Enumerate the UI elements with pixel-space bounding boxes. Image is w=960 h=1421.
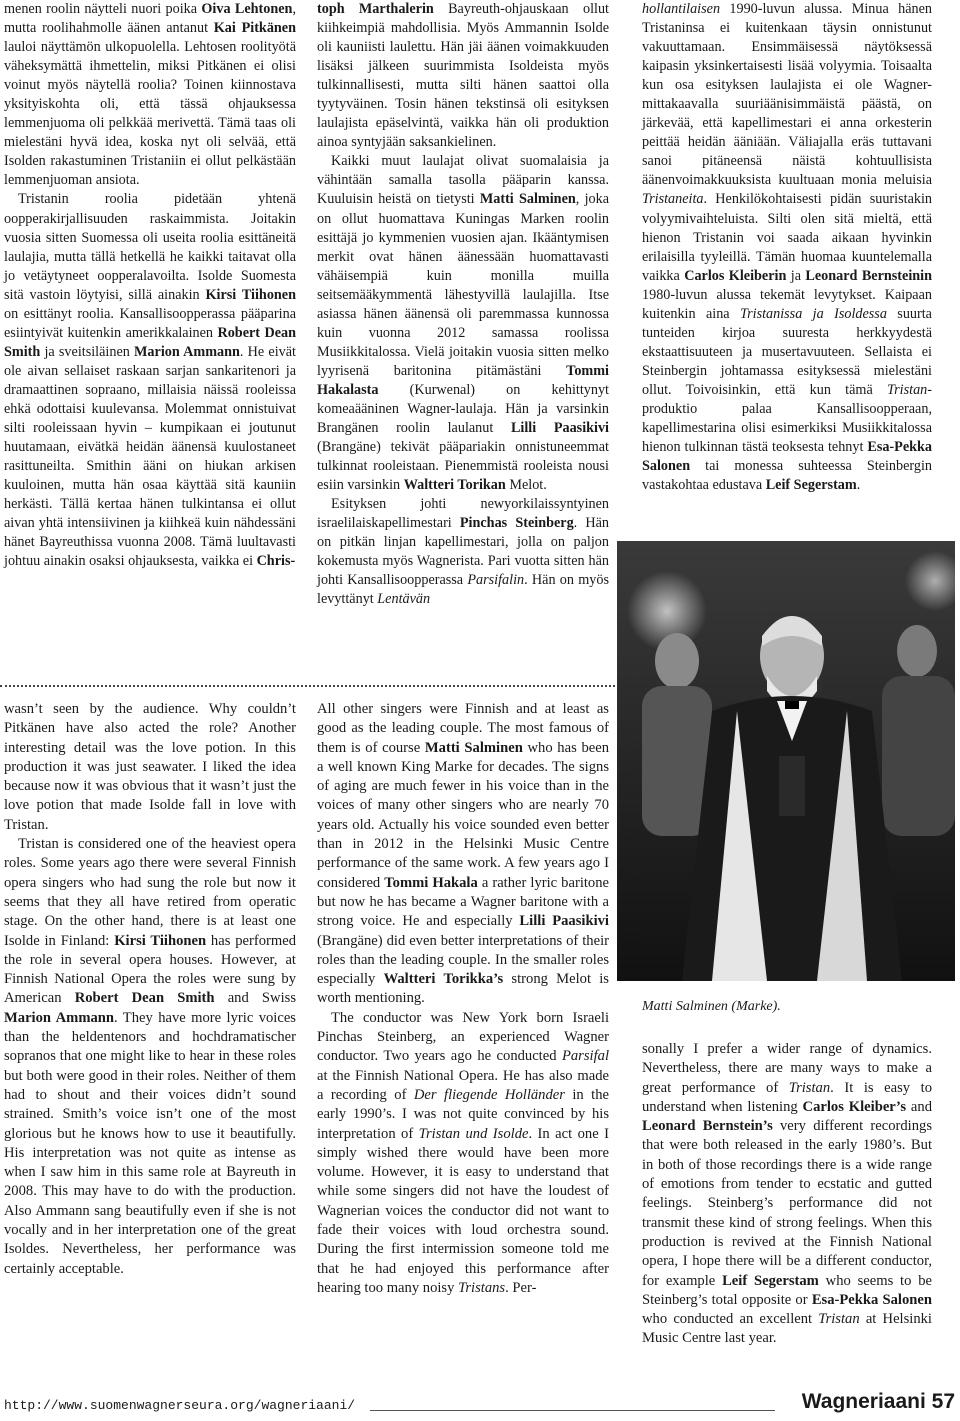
- footer-rule: [370, 1410, 775, 1411]
- fi_col2-paragraph-2: Kaikki muut laulajat olivat suomalaisia ja vähintään samalla tasolla pääparin kanssa. Kuuluisin heistä on tietysti Matti Salminen, joka on ollut huomattava Kuningas Marken roolin esittäjä jo kymmenien vuosien ajan. Ikääntymisen merkit ovat hänen äänessään huomattavasti vähäisempiä kuin monilla muilla seitsemääkymmentä lähestyvillä laulajilla. Itse asiassa hänen äänensä oli paremmassa kunnossa kuin vuonna 2012 samassa roolissa Musiikkitalossa. Vielä joitakin vuosia sitten melko lyyrisenä baritonina pitämästäni Tommi Hakalasta (Kurwenal) on kehittynyt komeaääninen Wagner-laulaja. Hän ja varsinkin Brangänen roolin laulanut Lilli Paasikivi (Brangäne) tekivät pääpariakin onnistuneemmat tulkinnat rooleistaan. Pienemmistä rooleista nousi esiin varsinkin Waltteri Torikan Melot.: [317, 153, 610, 494]
- fi-column-2: [317, 0, 609, 610]
- person-name: Kirsi Tiihonen: [114, 932, 207, 949]
- work-title: Der fliegende Holländer: [413, 1086, 565, 1103]
- fi_col2-paragraph-3: Esityksen johti newyorkilaissyntyinen israelilaiskapellimestari Pinchas Steinberg. Hän on pitkän linjan kapellimestari, jolla on paljon kokemusta myös Wagnerista. Pari vuotta sitten hän johti Kansallisoopperassa Parsifalin. Hän on myös levyttänyt Lentävän: [317, 496, 610, 608]
- person-name: Leonard Bernstein’s: [642, 1118, 773, 1135]
- person-name: Carlos Kleiber’s: [802, 1098, 907, 1115]
- person-name: Matti Salminen: [479, 191, 576, 208]
- person-name: Leif Segerstam: [722, 1272, 819, 1289]
- singer-photo: [617, 541, 955, 981]
- fi_col1-paragraph-1: menen roolin näytteli nuori poika Oiva Lehtonen, mutta roolihahmolle äänen antanut Kai Pitkänen lauloi näyttämön ulkopuolella. Lehtosen roolityötä väheksymättä ihmettelin, miksi Pitkänen ei olisi voinut myös näytellä roolia? Toinen kiinnostava yksityiskohta oli, että tässä ohjauksessa lemmenjuoma oli pelkkää merivettä. Tämä taas oli mielestäni hyvä idea, koska nyt oli selvää, että Isolden rakastuminen Tristaniin ei ollut pelkästään lemmenjuoman ansiota.: [4, 1, 296, 189]
- en_col3-paragraph-1: sonally I prefer a wider range of dynamics. Nevertheless, there are many ways to make a great performance of Tristan. It is easy to understand when listening Carlos Kleiber’s and Leonard Bernstein’s very different recordings that were both released in the early 1980’s. But in both of those recordings there is a wide range of emotions from tender to ecstatic and gutted feelings. Steinberg’s performance did not transmit these kind of strong feelings. When this production is revived at the Finnish National opera, I hope there will be a different conductor, for example Leif Segerstam who seems to be Steinberg’s total opposite or Esa-Pekka Salonen who conducted an excellent Tristan at Helsinki Music Centre last year.: [642, 1041, 933, 1347]
- work-title: Tristanissa ja Isoldessa: [740, 305, 887, 322]
- work-title: Tristan: [788, 1079, 831, 1096]
- person-name: Tommi Hakala: [384, 874, 478, 891]
- person-name: Kirsi Tiihonen: [205, 286, 296, 303]
- person-name: Oiva Lehtonen: [201, 1, 293, 17]
- fi_col1-paragraph-2: Tristanin roolia pidetään yhtenä oopperakirjallisuuden raskaimmista. Joitakin vuosia sitten Suomessa oli useita roolia esittäneitä laulajia, mutta tällä hetkellä he kaikki taitavat olla jo vetäytyneet oopperalavoilta. Isolde Suomesta sitä vastoin löytyisi, sillä ainakin Kirsi Tiihonen on esittänyt roolia. Kansallisoopperassa pääparina esiintyivät kuitenkin amerikkalainen Robert Dean Smith ja sveitsiläinen Marion Ammann. He eivät ole aivan sellaiset raskaan sarjan sankaritenori ja dramaattinen sopraano, millaisia näissä rooleissa ehkä odottaisi kuulevansa. Molemmat onnistuivat silti rooleissaan hyvin – kumpikaan ei joutunut huutamaan, eivätkä heidän äänensä kuulostaneet rasittuneilta. Smithin ääni on hiukan arkisen kuuloinen, mutta hän osaa käyttää sitä kauniin herkästi. Tällä kertaa hänen tulkintansa ei ollut aivan yhtä intensiivinen ja kiihkeä kuin nähdessäni hänet Bayreuthissa vuonna 2008. Tämä luultavasti johtuu ainakin osaksi ohjauksesta, vaikka ei Chris-: [4, 191, 296, 570]
- work-title: Tristans: [458, 1279, 506, 1296]
- work-title: Tristan: [887, 381, 928, 398]
- person-name: Lilli Paasikivi: [510, 420, 610, 437]
- person-name: Robert Dean Smith: [74, 990, 215, 1007]
- fi-column-1: [4, 0, 296, 571]
- en-column-1: [4, 700, 296, 1279]
- work-title: Tristan und Isolde: [418, 1125, 529, 1142]
- work-title: Parsifalin: [467, 572, 525, 589]
- fi_col3-paragraph-1: hollantilaisen 1990-luvun alussa. Minua hänen Tristaninsa ei kuitenkaan täysin onnistunut vakuuttamaan. Ensimmäisessä näytöksessä kaipasin yksinkertaisesti lisää volyymia. Toisaalta kun osa esityksen laulajista ei ole Wagner-mittakaavalla suuriäänisimmäistä päästä, on järkevää, että kapellimestari ei anna orkesterin peittää heidän ääniään. Väliajalla eräs tuttavani sanoi pitäneensä näistä kohtuullisista äänenvoimakkuuksista kuultuaan monia meluisia Tristaneita. Henkilökohtaisesti pidän suuristakin volyymivaihteluista. Silti olen sitä mieltä, että hienon Tristanin voi saada aikaan hyvinkin erilaisilla tyyleillä. Tämän huomaa kuuntelemalla vaikka Carlos Kleiberin ja Leonard Bernsteinin 1980-luvun alussa tekemät levytykset. Kaipaan kuitenkin aina Tristanissa ja Isoldessa suurta tunteiden kirjoa suuresta herkkyydestä ekstaattisuuteen ja musertavuuteen. Sellaista ei Steinbergin johtamassa esityksessä mielestäni ollut. Toivoisinkin, että kun tämä Tristan-produktio palaa Kansallisoopperaan, kapellimestarina olisi esimerkiksi Musiikkitalossa hienon tulkinnan tästä teoksesta tehnyt Esa-Pekka Salonen tai monessa suhteessa Steinbergin vastakohtaa edustava Leif Segerstam.: [642, 1, 932, 494]
- en-column-3: [642, 1040, 932, 1349]
- fi_col2-paragraph-1: toph Marthalerin Bayreuth-ohjauskaan ollut kiihkeimpiä mahdollisia. Myös Ammannin Isolde oli kauniisti laulettu. Hän jäi äänen voimakkuuden lisäksi jälkeen suurimmista Isoldeista myös tulkinnallisesti, mutta silti hänen saattoi olla tyytyväinen. Tosin hänen tekstinsä oli esityksen laulajista epäselvintä, vaikka hän oli produktion ainoa syntyjään saksankielinen.: [317, 1, 609, 151]
- person-name: Chris-: [256, 553, 296, 570]
- en_col1-paragraph-1: wasn’t seen by the audience. Why couldn’t Pitkänen have also acted the role? Another interesting detail was the love potion. In this production it was just seawater. I liked the idea because now it was obvious that it wasn’t just the love potion that made Isolde fall in love with Tristan.: [4, 701, 296, 833]
- person-name: Carlos Kleiberin: [684, 267, 787, 284]
- person-name: Pinchas Steinberg: [459, 515, 574, 532]
- person-name: Leif Segerstam: [765, 477, 857, 494]
- person-name: toph Marthalerin: [317, 1, 434, 17]
- person-name: Esa-Pekka Salonen: [811, 1291, 932, 1308]
- en_col1-paragraph-2: Tristan is considered one of the heaviest opera roles. Some years ago there were several Finnish opera singers who had sung the role but now it seems that they all have retired from operatic stage. On the other hand, there is at least one Isolde in Finland: Kirsi Tiihonen has performed the role in several opera houses. However, at Finnish National Opera the roles were sung by American Robert Dean Smith and Swiss Marion Ammann. They have more lyric voices than the heldentenors and hochdramatischer sopranos that one might like to hear in these roles but both were good in their roles. Neither of them had to shout and their voices didn’t sound strained. Smith’s voice isn’t one of the most glorious but he knows how to use it beautifully. His interpretation was not quite as intense as when I saw him in this same role at Bayreuth in 2008. This may have to do with the production. Also Ammann sang beautifully even if she is not vocally and in her interpretation one of the great Isoldes. Nevertheless, her performance was certainly acceptable.: [4, 836, 296, 1277]
- person-name: Waltteri Torikan: [403, 477, 506, 494]
- person-name: Robert Dean Smith: [4, 324, 296, 360]
- fi-column-3: [642, 0, 932, 495]
- work-title: hollantilaisen: [642, 1, 721, 17]
- en_col2-paragraph-2: The conductor was New York born Israeli Pinchas Steinberg, an experienced Wagner conductor. Two years ago he conducted Parsifal at the Finnish National Opera. He has also made a recording of Der fliegende Holländer in the early 1990’s. I was not quite convinced by his interpretation of Tristan und Isolde. In act one I simply wished there would have been more volume. However, it is easy to understand that while some singers did not have the loudest of Wagnerian voices the conductor did not want to fade their voices with loud orchestra sound. During the first intermission someone told me that he had enjoyed this performance after hearing too many noisy Tristans. Per-: [317, 1009, 609, 1296]
- en-column-2: [317, 700, 609, 1298]
- person-name: Matti Salminen: [424, 739, 523, 756]
- en_col2-paragraph-1: All other singers were Finnish and at least as good as the leading couple. The most famous of them is of course Matti Salminen who has been a well known King Marke for decades. The signs of aging are much fewer in his voice than in the voices of many other singers who are nearly 70 years old. Actually his voice sounded even better than in 2012 in the Helsinki Music Centre performance of the same work. A few years ago I considered Tommi Hakala a rather lyric baritone but now he has became a Wagner baritone with a strong voice. He and especially Lilli Paasikivi (Brangäne) did even better interpretations of their roles than the leading couple. In the smaller roles especially Waltteri Torikka’s strong Melot is worth mentioning.: [317, 701, 609, 1007]
- photo-image: [617, 541, 955, 981]
- person-name: Marion Ammann: [134, 343, 240, 360]
- work-title: Parsifal: [561, 1048, 609, 1065]
- person-name: Lilli Paasikivi: [519, 913, 609, 930]
- person-name: Marion Ammann: [4, 1009, 115, 1026]
- person-name: Esa-Pekka Salonen: [642, 439, 932, 475]
- work-title: Lentävän: [377, 591, 431, 608]
- person-name: Kai Pitkänen: [213, 20, 296, 37]
- person-name: Tommi Hakalasta: [317, 362, 609, 398]
- work-title: Tristan: [818, 1311, 860, 1328]
- work-title: Tristaneita: [642, 191, 704, 208]
- photo-caption: Matti Salminen (Marke).: [642, 999, 781, 1014]
- person-name: Leonard Bernsteinin: [805, 267, 932, 284]
- page-number: Wagneriaani 57: [801, 1390, 955, 1413]
- person-name: Waltteri Torikka’s: [383, 971, 504, 988]
- footer-url-link[interactable]: http://www.suomenwagnerseura.org/wagneriaani/: [4, 1398, 356, 1413]
